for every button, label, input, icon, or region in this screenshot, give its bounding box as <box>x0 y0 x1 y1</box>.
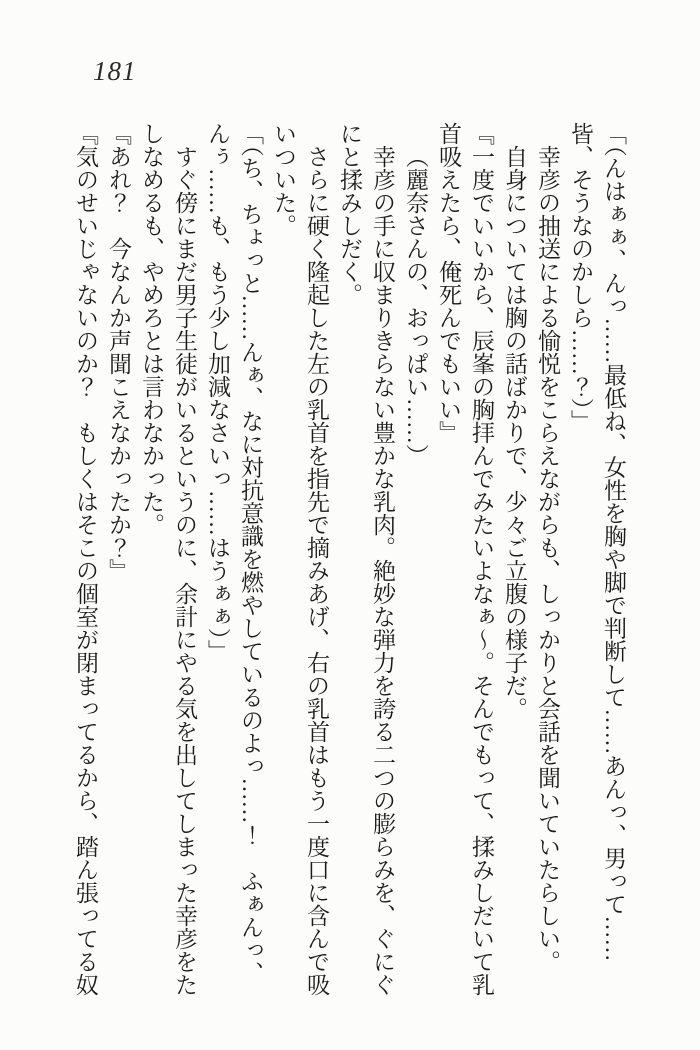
paragraph-narration: すぐ傍にまだ男子生徒がいるというのに、余計にやる気を出してしまった幸彦をたしなめるも、やめろとは言わなかった。 <box>139 122 197 996</box>
paragraph-thought: （麗奈さんの、おっぱい……） <box>403 145 428 467</box>
paragraph-dialogue: 『気のせいじゃないのか？ もしくはそこの個室が閉まってるから、踏ん張ってる奴 <box>73 122 98 996</box>
page-number: 181 <box>93 56 137 86</box>
paragraph-dialogue: 『一度でいいから、辰峯の胸拝んでみたいよなぁ～。そんでもって、揉みしだいて乳首吸えたら、俺死んでもいい』 <box>436 122 494 996</box>
paragraph-dialogue: 『あれ？ 今なんか声聞こえなかったか？』 <box>106 122 131 582</box>
paragraph-narration: 幸彦の抽送による愉悦をこらえながらも、しっかりと会話を聞いていたらしい。 <box>535 145 560 973</box>
page-text <box>69 122 630 1002</box>
paragraph-dialogue-thought: 「（んはぁぁ、んっ……最低ね、女性を胸や脚で判断して……あんっ、男って……皆、そうなのかしら……？）」 <box>568 122 626 962</box>
paragraph-narration: さらに硬く隆起した左の乳首を指先で摘みあげ、右の乳首はもう一度口に含んで吸いついた。 <box>271 122 329 996</box>
paragraph-narration: 幸彦の手に収まりきらない豊かな乳肉。絶妙な弾力を誇る二つの膨らみを、ぐにぐにと揉みしだく。 <box>337 122 395 996</box>
paragraph-narration: 自身については胸の話ばかりで、少々ご立腹の様子だ。 <box>502 145 527 720</box>
paragraph-dialogue-thought: 「（ち、ちょっと……んぁ、なに対抗意識を燃やしているのよっ……！ ふぁんっ、んぅ……も、もう少し加減なさいっ……はうぁぁ）」 <box>205 122 263 985</box>
